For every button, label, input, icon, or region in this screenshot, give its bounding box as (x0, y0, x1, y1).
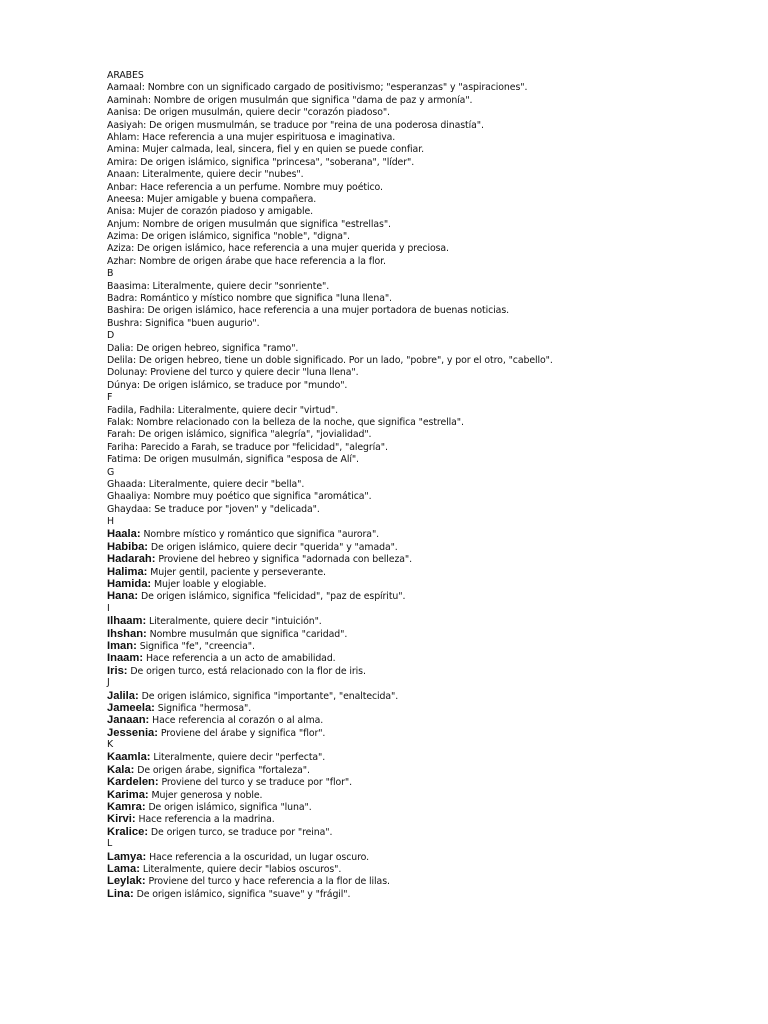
entry-name: Hana: (107, 590, 139, 603)
name-entry (107, 690, 747, 702)
name-entry (107, 305, 747, 317)
entry-meaning: De origen islámico, hace referencia a una mujer querida y preciosa. (134, 243, 449, 255)
name-entry (107, 417, 747, 429)
entry-name: Hadarah: (107, 553, 156, 566)
section-letter (107, 392, 747, 404)
entry-name: Dalia: (107, 342, 134, 354)
entry-name: Ahlam: (107, 131, 140, 143)
section-letter (107, 677, 747, 689)
entry-name: Ilhaam: (107, 615, 147, 628)
entry-meaning: De origen islámico, significa "importante", "enaltecida". (138, 690, 399, 702)
name-entry (107, 367, 747, 379)
entry-meaning: Literalmente, quiere decir "bella". (145, 478, 305, 490)
entry-meaning: De origen hebreo, tiene un doble significado. Por un lado, "pobre", y por el otro, "cabello". (136, 354, 553, 366)
entry-name: Kralice: (107, 825, 149, 838)
entry-name: Kirvi: (107, 813, 136, 826)
entry-meaning: Nombre musulmán que significa "caridad". (146, 628, 348, 640)
entry-name: Aneesa: (107, 193, 144, 205)
name-entry (107, 566, 747, 578)
entry-meaning: Mujer de corazón piadoso y amigable. (135, 206, 314, 218)
name-entry (107, 132, 747, 144)
entry-name: Anjum: (107, 218, 140, 230)
name-entry (107, 243, 747, 255)
entry-meaning: De origen turco, se traduce por "reina". (148, 826, 333, 838)
entry-name: Iris: (107, 664, 128, 677)
entry-meaning: De origen árabe, significa "fortaleza". (134, 764, 310, 776)
entry-meaning: Significa "hermosa". (154, 702, 252, 714)
entry-meaning: Mujer amigable y buena compañera. (143, 193, 317, 205)
entry-name: Habiba: (107, 540, 149, 553)
name-entry (107, 454, 747, 466)
name-entry (107, 219, 747, 231)
entry-meaning: De origen islámico, se traduce por "mundo". (139, 379, 348, 391)
entry-meaning: Mujer calmada, leal, sincera, fiel y en quien se puede confiar. (139, 144, 424, 156)
entry-meaning: Literalmente, quiere decir "nubes". (139, 169, 304, 181)
entry-meaning: Parecido a Farah, se traduce por "felicidad", "alegría". (137, 441, 388, 453)
entry-meaning: De origen islámico, hace referencia a una mujer portadora de buenas noticias. (144, 305, 509, 317)
section-letter-label: L (107, 838, 113, 850)
name-entry (107, 615, 747, 627)
entry-meaning: Proviene del turco y se traduce por "flor". (158, 777, 352, 789)
name-entry (107, 590, 747, 602)
entry-name: Ghaaliya: (107, 491, 151, 503)
entry-name: Leylak: (107, 875, 146, 888)
name-entry (107, 541, 747, 553)
name-list (107, 82, 747, 900)
entry-name: Hamida: (107, 578, 152, 591)
name-entry (107, 442, 747, 454)
entry-name: Jessenia: (107, 726, 158, 739)
name-entry (107, 851, 747, 863)
name-entry (107, 169, 747, 181)
entry-meaning: Literalmente, quiere decir "perfecta". (150, 752, 326, 764)
name-entry (107, 144, 747, 156)
entry-meaning: Nombre muy poético que significa "aromática". (150, 491, 372, 503)
name-entry (107, 82, 747, 94)
document-page (107, 70, 747, 900)
section-letter-label: G (107, 466, 115, 478)
entry-name: Badra: (107, 293, 138, 305)
name-entry (107, 751, 747, 763)
entry-name: Anisa: (107, 206, 136, 218)
entry-meaning: Nombre místico y romántico que significa "aurora". (140, 529, 380, 541)
entry-meaning: De origen islámico, significa "felicidad", "paz de espíritu". (138, 591, 406, 603)
entry-name: Janaan: (107, 714, 150, 727)
entry-name: Aasiyah: (107, 119, 147, 131)
entry-meaning: De origen islámico, quiere decir "querida" y "amada". (148, 541, 398, 553)
name-entry (107, 776, 747, 788)
name-entry (107, 727, 747, 739)
entry-meaning: Hace referencia a un perfume. Nombre muy poético. (137, 181, 383, 193)
entry-meaning: Hace referencia a una mujer espirituosa e imaginativa. (139, 131, 396, 143)
entry-name: Anbar: (107, 181, 138, 193)
section-letter (107, 838, 747, 850)
name-entry (107, 231, 747, 243)
section-letter-label: B (107, 268, 114, 280)
name-entry (107, 281, 747, 293)
entry-meaning: Literalmente, quiere decir "intuición". (146, 616, 322, 628)
entry-meaning: Proviene del turco y quiere decir "luna llena". (147, 367, 359, 379)
entry-meaning: Nombre de origen árabe que hace referencia a la flor. (136, 255, 386, 267)
name-entry (107, 875, 747, 887)
name-entry (107, 343, 747, 355)
name-entry (107, 293, 747, 305)
name-entry (107, 640, 747, 652)
entry-name: Anaan: (107, 169, 140, 181)
name-entry (107, 491, 747, 503)
name-entry (107, 888, 747, 900)
name-entry (107, 714, 747, 726)
entry-meaning: Romántico y místico nombre que significa "luna llena". (137, 293, 392, 305)
entry-meaning: De origen islámico, significa "noble", "digna". (138, 231, 350, 243)
entry-name: Ihshan: (107, 627, 147, 640)
section-letter-label: D (107, 330, 115, 342)
name-entry (107, 95, 747, 107)
entry-meaning: Literalmente, quiere decir "virtud". (174, 404, 338, 416)
entry-meaning: Mujer generosa y noble. (148, 789, 263, 801)
section-letter-label: I (107, 602, 110, 614)
entry-name: Jalila: (107, 689, 139, 702)
entry-meaning: Mujer loable y elogiable. (151, 579, 267, 591)
entry-name: Azhar: (107, 255, 137, 267)
section-letter-label: F (107, 392, 113, 404)
name-entry (107, 628, 747, 640)
entry-meaning: Hace referencia a la madrina. (135, 814, 275, 826)
name-entry (107, 380, 747, 392)
entry-meaning: De origen islámico, significa "alegría", "jovialidad". (135, 429, 372, 441)
entry-name: Ghaada: (107, 478, 146, 490)
entry-name: Dúnya: (107, 379, 140, 391)
name-entry (107, 801, 747, 813)
entry-name: Farah: (107, 429, 136, 441)
entry-name: Azima: (107, 231, 139, 243)
section-letter (107, 516, 747, 528)
entry-name: Halima: (107, 565, 148, 578)
entry-name: Kamra: (107, 801, 146, 814)
entry-meaning: Hace referencia a la oscuridad, un lugar oscuro. (146, 851, 369, 863)
document-heading: ARABES (107, 70, 144, 81)
entry-name: Inaam: (107, 652, 144, 665)
name-entry (107, 157, 747, 169)
entry-name: Kardelen: (107, 776, 159, 789)
entry-name: Amina: (107, 144, 140, 156)
name-entry (107, 479, 747, 491)
entry-meaning: Nombre de origen musulmán que significa "dama de paz y armonía". (150, 94, 473, 106)
entry-name: Delila: (107, 354, 137, 366)
entry-name: Fadila, Fadhila: (107, 404, 175, 416)
entry-meaning: De origen turco, está relacionado con la flor de iris. (127, 665, 366, 677)
entry-meaning: De origen islámico, significa "luna". (145, 802, 312, 814)
name-entry (107, 429, 747, 441)
entry-name: Lina: (107, 887, 134, 900)
name-entry (107, 764, 747, 776)
section-letter (107, 739, 747, 751)
entry-meaning: Mujer gentil, paciente y perseverante. (147, 566, 326, 578)
entry-name: Aaminah: (107, 94, 151, 106)
name-entry (107, 355, 747, 367)
entry-name: Kaamla: (107, 751, 151, 764)
entry-meaning: Proviene del hebreo y significa "adornada con belleza". (155, 554, 413, 566)
section-letter (107, 330, 747, 342)
entry-meaning: Hace referencia al corazón o al alma. (149, 715, 324, 727)
name-entry (107, 405, 747, 417)
entry-meaning: Nombre con un significado cargado de positivismo; "esperanzas" y "aspiraciones". (144, 82, 528, 94)
entry-name: Aziza: (107, 243, 135, 255)
name-entry (107, 528, 747, 540)
entry-name: Aamaal: (107, 82, 145, 94)
entry-meaning: De origen islámico, significa "suave" y "frágil". (133, 888, 351, 900)
entry-name: Baasima: (107, 280, 150, 292)
name-entry (107, 702, 747, 714)
entry-name: Kala: (107, 763, 135, 776)
name-entry (107, 318, 747, 330)
name-entry (107, 504, 747, 516)
entry-name: Iman: (107, 639, 137, 652)
entry-meaning: Literalmente, quiere decir "sonriente". (149, 280, 330, 292)
name-entry (107, 206, 747, 218)
entry-meaning: Nombre de origen musulmán que significa "estrellas". (139, 218, 391, 230)
entry-meaning: Significa "fe", "creencia". (136, 640, 255, 652)
section-letter (107, 603, 747, 615)
name-entry (107, 863, 747, 875)
entry-name: Bashira: (107, 305, 145, 317)
entry-meaning: De origen musulmán, quiere decir "corazón piadoso". (140, 107, 390, 119)
entry-meaning: Literalmente, quiere decir "labios oscuros". (139, 864, 342, 875)
entry-name: Fariha: (107, 441, 138, 453)
entry-name: Haala: (107, 528, 141, 541)
name-entry (107, 182, 747, 194)
name-entry (107, 107, 747, 119)
entry-name: Aanisa: (107, 107, 141, 119)
entry-name: Jameela: (107, 701, 155, 714)
entry-name: Bushra: (107, 317, 143, 329)
name-entry (107, 652, 747, 664)
section-letter-label: H (107, 516, 114, 528)
name-entry (107, 665, 747, 677)
name-entry (107, 120, 747, 132)
entry-meaning: De origen hebreo, significa "ramo". (133, 342, 299, 354)
entry-name: Ghaydaa: (107, 503, 152, 515)
section-letter-label: K (107, 739, 114, 751)
name-entry (107, 194, 747, 206)
entry-meaning: De origen islámico, significa "princesa", "soberana", "líder". (137, 156, 415, 168)
entry-meaning: Nombre relacionado con la belleza de la noche, que significa "estrella". (133, 416, 464, 428)
entry-meaning: De origen musmulmán, se traduce por "reina de una poderosa dinastía". (146, 119, 484, 131)
entry-meaning: Hace referencia a un acto de amabilidad. (143, 653, 336, 665)
name-entry (107, 578, 747, 590)
entry-meaning: Proviene del árabe y significa "flor". (158, 727, 326, 739)
entry-meaning: Significa "buen augurio". (142, 317, 260, 329)
entry-meaning: Proviene del turco y hace referencia a la flor de lilas. (145, 876, 390, 888)
entry-name: Fatima: (107, 454, 141, 466)
name-entry (107, 789, 747, 801)
entry-meaning: Se traduce por "joven" y "delicada". (151, 503, 320, 515)
section-letter (107, 467, 747, 479)
section-letter (107, 268, 747, 280)
section-letter-label: J (107, 677, 110, 689)
entry-name: Lama: (107, 863, 140, 875)
entry-name: Amira: (107, 156, 138, 168)
name-entry (107, 813, 747, 825)
name-entry (107, 826, 747, 838)
name-entry (107, 256, 747, 268)
entry-name: Falak: (107, 416, 134, 428)
entry-name: Dolunay: (107, 367, 148, 379)
entry-name: Karima: (107, 788, 149, 801)
entry-meaning: De origen musulmán, significa "esposa de Alí". (140, 454, 359, 466)
name-entry (107, 553, 747, 565)
entry-name: Lamya: (107, 850, 147, 863)
